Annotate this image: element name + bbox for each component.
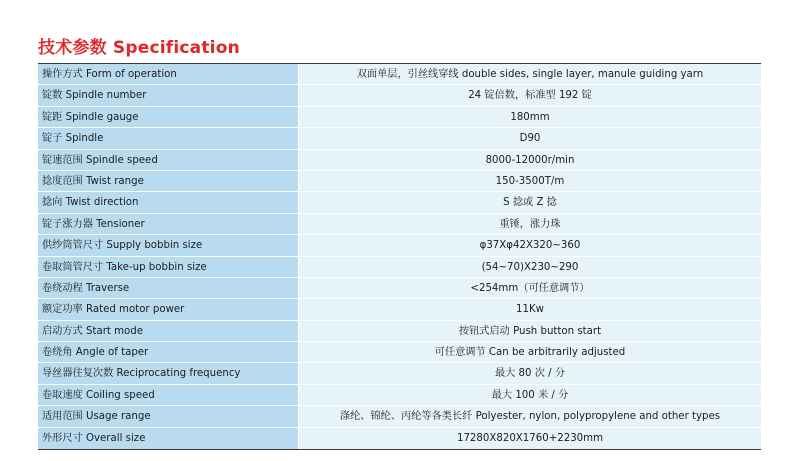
spec-value: 17280X820X1760+2230mm [299, 428, 761, 449]
spec-value: 150-3500T/m [299, 171, 761, 191]
spec-label: 捻度范围 Twist range [38, 171, 299, 191]
spec-value: 8000-12000r/min [299, 150, 761, 170]
spec-label: 锭数 Spindle number [38, 85, 299, 105]
specification-table [38, 63, 761, 450]
table-row [38, 85, 761, 106]
table-row [38, 171, 761, 192]
spec-label: 捻向 Twist direction [38, 192, 299, 212]
spec-label: 导丝器往复次数 Reciprocating frequency [38, 363, 299, 383]
table-row [38, 257, 761, 278]
table-row [38, 363, 761, 384]
spec-value: S 捻或 Z 捻 [299, 192, 761, 212]
table-row [38, 428, 761, 449]
spec-value: 24 锭倍数，标准型 192 锭 [299, 85, 761, 105]
table-row [38, 128, 761, 149]
spec-label: 卷绕角 Angle of taper [38, 342, 299, 362]
table-row [38, 64, 761, 85]
table-row [38, 107, 761, 128]
spec-value: <254mm（可任意调节） [299, 278, 761, 298]
spec-value: 重锤，涨力珠 [299, 214, 761, 234]
table-row [38, 342, 761, 363]
table-row [38, 385, 761, 406]
spec-label: 卷绕动程 Traverse [38, 278, 299, 298]
spec-value: 涤纶、锦纶、丙纶等各类长纤 Polyester, nylon, polypropylene and other types [299, 406, 761, 426]
table-row [38, 299, 761, 320]
spec-label: 锭速范围 Spindle speed [38, 150, 299, 170]
spec-value: 可任意调节 Can be arbitrarily adjusted [299, 342, 761, 362]
spec-label: 供纱筒管尺寸 Supply bobbin size [38, 235, 299, 255]
table-row [38, 150, 761, 171]
spec-value: 最大 100 米 / 分 [299, 385, 761, 405]
spec-value: φ37Xφ42X320~360 [299, 235, 761, 255]
table-row [38, 278, 761, 299]
spec-label: 额定功率 Rated motor power [38, 299, 299, 319]
spec-label: 适用范围 Usage range [38, 406, 299, 426]
spec-label: 操作方式 Form of operation [38, 64, 299, 84]
spec-value: 最大 80 次 / 分 [299, 363, 761, 383]
spec-value: 按钮式启动 Push button start [299, 321, 761, 341]
spec-value: D90 [299, 128, 761, 148]
spec-label: 卷取速度 Coiling speed [38, 385, 299, 405]
table-row [38, 214, 761, 235]
table-row [38, 321, 761, 342]
table-row [38, 192, 761, 213]
spec-label: 启动方式 Start mode [38, 321, 299, 341]
table-row [38, 406, 761, 427]
spec-label: 锭距 Spindle gauge [38, 107, 299, 127]
spec-label: 锭子涨力器 Tensioner [38, 214, 299, 234]
spec-value: 双面单层，引丝线穿线 double sides, single layer, manule guiding yarn [299, 64, 761, 84]
spec-label: 卷取筒管尺寸 Take-up bobbin size [38, 257, 299, 277]
spec-label: 外形尺寸 Overall size [38, 428, 299, 449]
spec-label: 锭子 Spindle [38, 128, 299, 148]
spec-value: 11Kw [299, 299, 761, 319]
table-row [38, 235, 761, 256]
spec-value: (54~70)X230~290 [299, 257, 761, 277]
spec-value: 180mm [299, 107, 761, 127]
page-title: 技术参数 Specification [38, 38, 240, 58]
